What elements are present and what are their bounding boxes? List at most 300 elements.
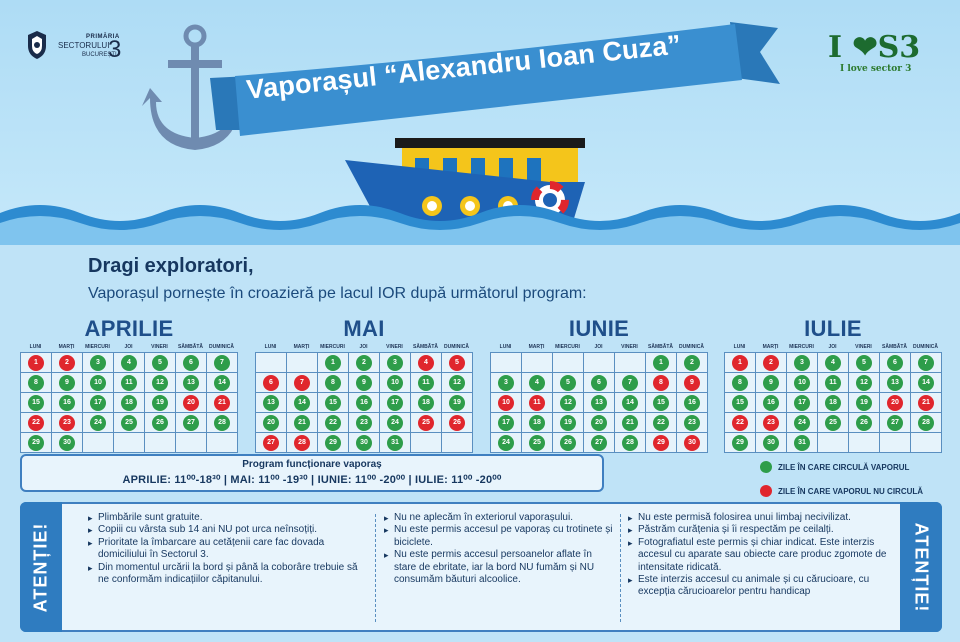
calendar-cell bbox=[318, 353, 349, 373]
day-not-operating: 23 bbox=[59, 415, 75, 431]
calendar-cell bbox=[380, 433, 411, 453]
calendar-cell bbox=[787, 353, 818, 373]
calendar-cell bbox=[615, 413, 646, 433]
calendar-cell bbox=[83, 353, 114, 373]
day-not-operating: 21 bbox=[214, 395, 230, 411]
calendar-cell bbox=[677, 393, 708, 413]
calendar-cell bbox=[756, 433, 787, 453]
day-operating: 12 bbox=[856, 375, 872, 391]
calendar-cell bbox=[207, 393, 238, 413]
day-operating: 19 bbox=[152, 395, 168, 411]
calendar-cell bbox=[411, 353, 442, 373]
day-operating: 19 bbox=[449, 395, 465, 411]
day-operating: 1 bbox=[653, 355, 669, 371]
calendar-cell bbox=[553, 353, 584, 373]
day-operating: 21 bbox=[622, 415, 638, 431]
calendar-cell bbox=[880, 433, 911, 453]
calendar-cell bbox=[911, 413, 942, 433]
rule-item: ▸ Prioritate la îmbarcare au cetățenii care fac dovada domiciliului în Sectorul 3. bbox=[88, 537, 368, 562]
calendar-cell bbox=[646, 373, 677, 393]
day-operating: 28 bbox=[214, 415, 230, 431]
weekday-label: MIERCURI bbox=[555, 344, 580, 350]
rules-column-2 bbox=[384, 512, 614, 586]
day-operating: 12 bbox=[560, 395, 576, 411]
logo-line-primaria: PRIMĂRIA bbox=[86, 34, 120, 40]
calendar-cell bbox=[584, 433, 615, 453]
weekday-label: SÂMBĂTĂ bbox=[178, 344, 203, 350]
day-operating: 26 bbox=[152, 415, 168, 431]
day-operating: 17 bbox=[90, 395, 106, 411]
calendar-cell bbox=[787, 413, 818, 433]
day-operating: 7 bbox=[918, 355, 934, 371]
calendar-cell bbox=[911, 373, 942, 393]
calendar-cell bbox=[287, 353, 318, 373]
calendar-cell bbox=[646, 393, 677, 413]
weekday-label: DUMINICĂ bbox=[913, 344, 938, 350]
month-title: IULIE bbox=[804, 316, 862, 341]
intro-subtitle: Vaporașul pornește în croazieră pe lacul IOR după următorul program: bbox=[88, 285, 587, 302]
calendar-cell bbox=[491, 413, 522, 433]
calendar-cell bbox=[83, 433, 114, 453]
day-not-operating: 27 bbox=[263, 435, 279, 451]
day-operating: 12 bbox=[152, 375, 168, 391]
day-operating: 5 bbox=[152, 355, 168, 371]
calendar-cell bbox=[522, 373, 553, 393]
day-not-operating: 6 bbox=[263, 375, 279, 391]
calendar-cell bbox=[349, 433, 380, 453]
day-operating: 24 bbox=[794, 415, 810, 431]
day-operating: 14 bbox=[622, 395, 638, 411]
calendar-cell bbox=[145, 413, 176, 433]
operating-hours-title: Program funcționare vaporaș bbox=[242, 459, 382, 470]
day-operating: 21 bbox=[294, 415, 310, 431]
calendar-cell bbox=[256, 413, 287, 433]
calendar-cell bbox=[615, 433, 646, 453]
calendar-cell bbox=[114, 393, 145, 413]
day-operating: 11 bbox=[825, 375, 841, 391]
day-not-operating: 20 bbox=[887, 395, 903, 411]
calendar-cell bbox=[880, 373, 911, 393]
day-operating: 31 bbox=[387, 435, 403, 451]
calendar-cell bbox=[21, 373, 52, 393]
day-operating: 29 bbox=[325, 435, 341, 451]
day-operating: 5 bbox=[856, 355, 872, 371]
day-operating: 27 bbox=[591, 435, 607, 451]
day-operating: 18 bbox=[121, 395, 137, 411]
calendar-cell bbox=[176, 433, 207, 453]
calendar-cell bbox=[114, 413, 145, 433]
legend bbox=[760, 458, 950, 506]
calendar-cell bbox=[756, 373, 787, 393]
calendar-cell bbox=[411, 413, 442, 433]
legend-not-operating-label: ZILE ÎN CARE VAPORUL NU CIRCULĂ bbox=[778, 486, 924, 496]
calendar-cell bbox=[318, 413, 349, 433]
day-not-operating: 7 bbox=[294, 375, 310, 391]
day-operating: 31 bbox=[794, 435, 810, 451]
rule-item: ▸ Nu este permis accesul pe vaporaș cu trotinete și biciclete. bbox=[384, 524, 614, 549]
day-operating: 7 bbox=[214, 355, 230, 371]
day-not-operating: 25 bbox=[418, 415, 434, 431]
logo-line-bucuresti: BUCUREȘTI bbox=[82, 52, 117, 58]
day-operating: 24 bbox=[387, 415, 403, 431]
logo-brand: I ❤S3 bbox=[828, 30, 921, 65]
calendar-june bbox=[490, 316, 708, 453]
logo-tagline: I love sector 3 bbox=[840, 64, 912, 74]
day-operating: 26 bbox=[560, 435, 576, 451]
day-not-operating: 11 bbox=[529, 395, 545, 411]
weekday-label: JOI bbox=[359, 344, 368, 350]
day-operating: 10 bbox=[387, 375, 403, 391]
weekday-label: DUMINICĂ bbox=[209, 344, 234, 350]
calendar-cell bbox=[911, 433, 942, 453]
calendar-cell bbox=[21, 433, 52, 453]
calendar-cell bbox=[584, 353, 615, 373]
attention-label-left bbox=[20, 502, 62, 632]
rules-column-1 bbox=[88, 512, 368, 586]
day-operating: 4 bbox=[825, 355, 841, 371]
calendar-cell bbox=[318, 373, 349, 393]
calendar-cell bbox=[442, 373, 473, 393]
day-operating: 20 bbox=[591, 415, 607, 431]
calendar-cell bbox=[176, 393, 207, 413]
calendar-july bbox=[724, 316, 942, 453]
calendar-cell bbox=[756, 413, 787, 433]
calendar-cell bbox=[114, 433, 145, 453]
calendar-may bbox=[255, 316, 473, 453]
calendar-cell bbox=[114, 373, 145, 393]
rule-item: ▸ Păstrăm curățenia și îi respectăm pe ceilalți. bbox=[628, 524, 896, 536]
calendar-cell bbox=[207, 373, 238, 393]
day-not-operating: 20 bbox=[183, 395, 199, 411]
legend-not-operating bbox=[760, 482, 950, 500]
calendar-cell bbox=[491, 393, 522, 413]
day-not-operating: 28 bbox=[294, 435, 310, 451]
day-not-operating: 1 bbox=[732, 355, 748, 371]
calendar-cell bbox=[818, 393, 849, 413]
day-not-operating: 26 bbox=[449, 415, 465, 431]
red-dot-icon bbox=[760, 485, 772, 497]
calendar-cell bbox=[849, 433, 880, 453]
day-operating: 4 bbox=[529, 375, 545, 391]
day-operating: 25 bbox=[121, 415, 137, 431]
day-operating: 11 bbox=[418, 375, 434, 391]
calendar-cell bbox=[677, 433, 708, 453]
day-operating: 26 bbox=[856, 415, 872, 431]
calendar-cell bbox=[287, 433, 318, 453]
calendar-cell bbox=[615, 373, 646, 393]
calendar-cell bbox=[349, 393, 380, 413]
calendar-cell bbox=[725, 413, 756, 433]
calendar-cell bbox=[677, 373, 708, 393]
weekday-label: MARȚI bbox=[762, 344, 779, 350]
day-operating: 12 bbox=[449, 375, 465, 391]
logo-number: 3 bbox=[108, 36, 122, 63]
weekday-label: JOI bbox=[828, 344, 837, 350]
weekday-header bbox=[255, 342, 473, 352]
rule-item: ▸ Din momentul urcării la bord și până la coborâre trebuie să ne conformăm indicațiilor căpitanului. bbox=[88, 562, 368, 587]
calendar-cell bbox=[52, 413, 83, 433]
day-operating: 13 bbox=[263, 395, 279, 411]
weekday-header bbox=[490, 342, 708, 352]
calendar-cell bbox=[411, 393, 442, 413]
calendar-cell bbox=[725, 353, 756, 373]
green-dot-icon bbox=[760, 461, 772, 473]
rule-item: ▸ Nu ne aplecăm în exteriorul vaporașului. bbox=[384, 512, 614, 524]
day-not-operating: 22 bbox=[732, 415, 748, 431]
day-operating: 23 bbox=[684, 415, 700, 431]
calendar-cell bbox=[677, 353, 708, 373]
month-title: APRILIE bbox=[84, 316, 174, 341]
calendar-cell bbox=[145, 393, 176, 413]
day-operating: 6 bbox=[591, 375, 607, 391]
calendar-cell bbox=[584, 413, 615, 433]
calendar-cell bbox=[380, 413, 411, 433]
month-title: MAI bbox=[343, 316, 385, 341]
day-operating: 28 bbox=[918, 415, 934, 431]
calendar-cell bbox=[349, 353, 380, 373]
calendar-cell bbox=[553, 393, 584, 413]
day-operating: 17 bbox=[794, 395, 810, 411]
day-operating: 25 bbox=[825, 415, 841, 431]
calendar-cell bbox=[553, 413, 584, 433]
day-operating: 30 bbox=[356, 435, 372, 451]
calendar-cell bbox=[318, 393, 349, 413]
day-operating: 17 bbox=[498, 415, 514, 431]
day-operating: 14 bbox=[214, 375, 230, 391]
weekday-label: JOI bbox=[124, 344, 133, 350]
weekday-label: MARȚI bbox=[528, 344, 545, 350]
day-not-operating: 10 bbox=[498, 395, 514, 411]
calendar-cell bbox=[818, 413, 849, 433]
calendar-cell bbox=[349, 373, 380, 393]
calendar-cell bbox=[553, 373, 584, 393]
day-not-operating: 30 bbox=[684, 435, 700, 451]
calendar-cell bbox=[880, 353, 911, 373]
day-operating: 13 bbox=[887, 375, 903, 391]
page-title: Vaporașul “Alexandru Ioan Cuza” bbox=[245, 29, 683, 105]
calendar-grid bbox=[724, 352, 942, 453]
calendar-cell bbox=[522, 413, 553, 433]
calendar-cell bbox=[145, 353, 176, 373]
calendar-cell bbox=[380, 393, 411, 413]
calendar-cell bbox=[256, 373, 287, 393]
day-operating: 27 bbox=[183, 415, 199, 431]
calendar-cell bbox=[646, 413, 677, 433]
calendar-cell bbox=[911, 393, 942, 413]
calendar-grid bbox=[255, 352, 473, 453]
weekday-label: LUNI bbox=[29, 344, 42, 350]
month-title: IUNIE bbox=[568, 316, 630, 341]
calendar-cell bbox=[287, 393, 318, 413]
calendar-grid bbox=[20, 352, 238, 453]
calendar-cell bbox=[787, 373, 818, 393]
day-operating: 18 bbox=[529, 415, 545, 431]
calendar-cell bbox=[21, 413, 52, 433]
calendar-cell bbox=[849, 393, 880, 413]
day-not-operating: 2 bbox=[59, 355, 75, 371]
calendar-cell bbox=[256, 353, 287, 373]
day-operating: 29 bbox=[732, 435, 748, 451]
weekday-label: VINERI bbox=[621, 344, 638, 350]
calendar-april bbox=[20, 316, 238, 453]
day-operating: 8 bbox=[325, 375, 341, 391]
calendar-cell bbox=[849, 413, 880, 433]
calendar-cell bbox=[207, 353, 238, 373]
weekday-label: VINERI bbox=[151, 344, 168, 350]
weekday-header bbox=[20, 342, 238, 352]
calendar-cell bbox=[442, 393, 473, 413]
day-operating: 25 bbox=[529, 435, 545, 451]
calendar-cell bbox=[52, 373, 83, 393]
day-operating: 16 bbox=[59, 395, 75, 411]
weekday-header bbox=[724, 342, 942, 352]
calendar-cell bbox=[491, 373, 522, 393]
day-not-operating: 21 bbox=[918, 395, 934, 411]
calendar-cell bbox=[442, 433, 473, 453]
weekday-label: LUNI bbox=[499, 344, 512, 350]
weekday-label: MIERCURI bbox=[320, 344, 345, 350]
day-operating: 2 bbox=[684, 355, 700, 371]
calendar-cell bbox=[83, 413, 114, 433]
day-operating: 22 bbox=[653, 415, 669, 431]
calendar-cell bbox=[880, 413, 911, 433]
attention-text-right: ATENȚIE! bbox=[911, 522, 932, 612]
calendar-cell bbox=[380, 353, 411, 373]
rule-item: ▸ Plimbările sunt gratuite. bbox=[88, 512, 368, 524]
calendar-cell bbox=[787, 433, 818, 453]
day-operating: 3 bbox=[794, 355, 810, 371]
calendar-cell bbox=[584, 373, 615, 393]
weekday-label: VINERI bbox=[855, 344, 872, 350]
weekday-label: SÂMBĂTĂ bbox=[882, 344, 907, 350]
calendar-cell bbox=[52, 353, 83, 373]
day-operating: 3 bbox=[387, 355, 403, 371]
day-operating: 24 bbox=[498, 435, 514, 451]
day-not-operating: 9 bbox=[684, 375, 700, 391]
weekday-label: SÂMBĂTĂ bbox=[413, 344, 438, 350]
day-operating: 20 bbox=[263, 415, 279, 431]
calendar-grid bbox=[490, 352, 708, 453]
calendar-cell bbox=[318, 433, 349, 453]
calendar-cell bbox=[176, 373, 207, 393]
day-not-operating: 4 bbox=[418, 355, 434, 371]
calendar-cell bbox=[615, 353, 646, 373]
rules-column-3 bbox=[628, 512, 896, 599]
weekday-label: LUNI bbox=[264, 344, 277, 350]
day-operating: 6 bbox=[183, 355, 199, 371]
day-not-operating: 1 bbox=[28, 355, 44, 371]
calendar-cell bbox=[145, 373, 176, 393]
calendar-cell bbox=[756, 353, 787, 373]
weekday-label: DUMINICĂ bbox=[444, 344, 469, 350]
calendar-cell bbox=[52, 433, 83, 453]
calendar-cell bbox=[83, 393, 114, 413]
day-operating: 10 bbox=[794, 375, 810, 391]
calendar-cell bbox=[849, 373, 880, 393]
calendar-cell bbox=[818, 433, 849, 453]
crest-icon bbox=[26, 30, 48, 60]
day-operating: 13 bbox=[183, 375, 199, 391]
calendar-cell bbox=[52, 393, 83, 413]
day-not-operating: 8 bbox=[653, 375, 669, 391]
attention-text-left: ATENȚIE! bbox=[30, 522, 51, 612]
day-operating: 17 bbox=[387, 395, 403, 411]
weekday-label: MARȚI bbox=[58, 344, 75, 350]
legend-operating bbox=[760, 458, 950, 476]
day-operating: 19 bbox=[856, 395, 872, 411]
day-operating: 9 bbox=[763, 375, 779, 391]
day-operating: 28 bbox=[622, 435, 638, 451]
day-operating: 5 bbox=[560, 375, 576, 391]
day-not-operating: 22 bbox=[28, 415, 44, 431]
legend-operating-label: ZILE ÎN CARE CIRCULĂ VAPORUL bbox=[778, 462, 910, 472]
rule-item: ▸ Fotografiatul este permis și chiar indicat. Este interzis accesul cu aparate sau obiecte care produc zgomote de intensitate ridicată. bbox=[628, 537, 896, 574]
i-love-s3-logo bbox=[828, 30, 938, 74]
calendar-cell bbox=[522, 353, 553, 373]
calendar-cell bbox=[349, 413, 380, 433]
calendar-cell bbox=[849, 353, 880, 373]
calendar-cell bbox=[911, 353, 942, 373]
attention-label-right bbox=[900, 502, 942, 632]
day-operating: 14 bbox=[918, 375, 934, 391]
calendar-cell bbox=[725, 373, 756, 393]
day-operating: 6 bbox=[887, 355, 903, 371]
calendar-cell bbox=[818, 353, 849, 373]
day-operating: 18 bbox=[418, 395, 434, 411]
day-operating: 13 bbox=[591, 395, 607, 411]
calendar-cell bbox=[114, 353, 145, 373]
weekday-label: SÂMBĂTĂ bbox=[648, 344, 673, 350]
day-operating: 10 bbox=[90, 375, 106, 391]
day-operating: 15 bbox=[28, 395, 44, 411]
calendar-cell bbox=[787, 393, 818, 413]
calendar-cell bbox=[411, 433, 442, 453]
day-operating: 16 bbox=[763, 395, 779, 411]
calendar-cell bbox=[21, 353, 52, 373]
calendar-cell bbox=[522, 393, 553, 413]
day-operating: 23 bbox=[356, 415, 372, 431]
weekday-label: MIERCURI bbox=[789, 344, 814, 350]
calendar-cell bbox=[553, 433, 584, 453]
day-operating: 4 bbox=[121, 355, 137, 371]
day-operating: 18 bbox=[825, 395, 841, 411]
calendar-cell bbox=[442, 353, 473, 373]
weekday-label: JOI bbox=[594, 344, 603, 350]
calendar-cell bbox=[83, 373, 114, 393]
day-operating: 30 bbox=[59, 435, 75, 451]
calendar-cell bbox=[256, 433, 287, 453]
day-operating: 3 bbox=[90, 355, 106, 371]
weekday-label: MIERCURI bbox=[85, 344, 110, 350]
day-operating: 19 bbox=[560, 415, 576, 431]
day-operating: 2 bbox=[356, 355, 372, 371]
calendar-cell bbox=[176, 353, 207, 373]
calendar-cell bbox=[145, 433, 176, 453]
calendar-cell bbox=[491, 433, 522, 453]
day-operating: 1 bbox=[325, 355, 341, 371]
rule-item: ▸ Nu este permis accesul persoanelor aflate în stare de ebritate, iar la bord NU fumăm și NU consumăm băuturi alcoolice. bbox=[384, 549, 614, 586]
operating-hours-box bbox=[20, 454, 604, 492]
day-not-operating: 29 bbox=[653, 435, 669, 451]
day-operating: 30 bbox=[763, 435, 779, 451]
calendar-cell bbox=[207, 433, 238, 453]
calendar-cell bbox=[880, 393, 911, 413]
day-not-operating: 2 bbox=[763, 355, 779, 371]
calendar-cell bbox=[442, 413, 473, 433]
calendar-cell bbox=[756, 393, 787, 413]
day-operating: 15 bbox=[653, 395, 669, 411]
calendar-cell bbox=[256, 393, 287, 413]
